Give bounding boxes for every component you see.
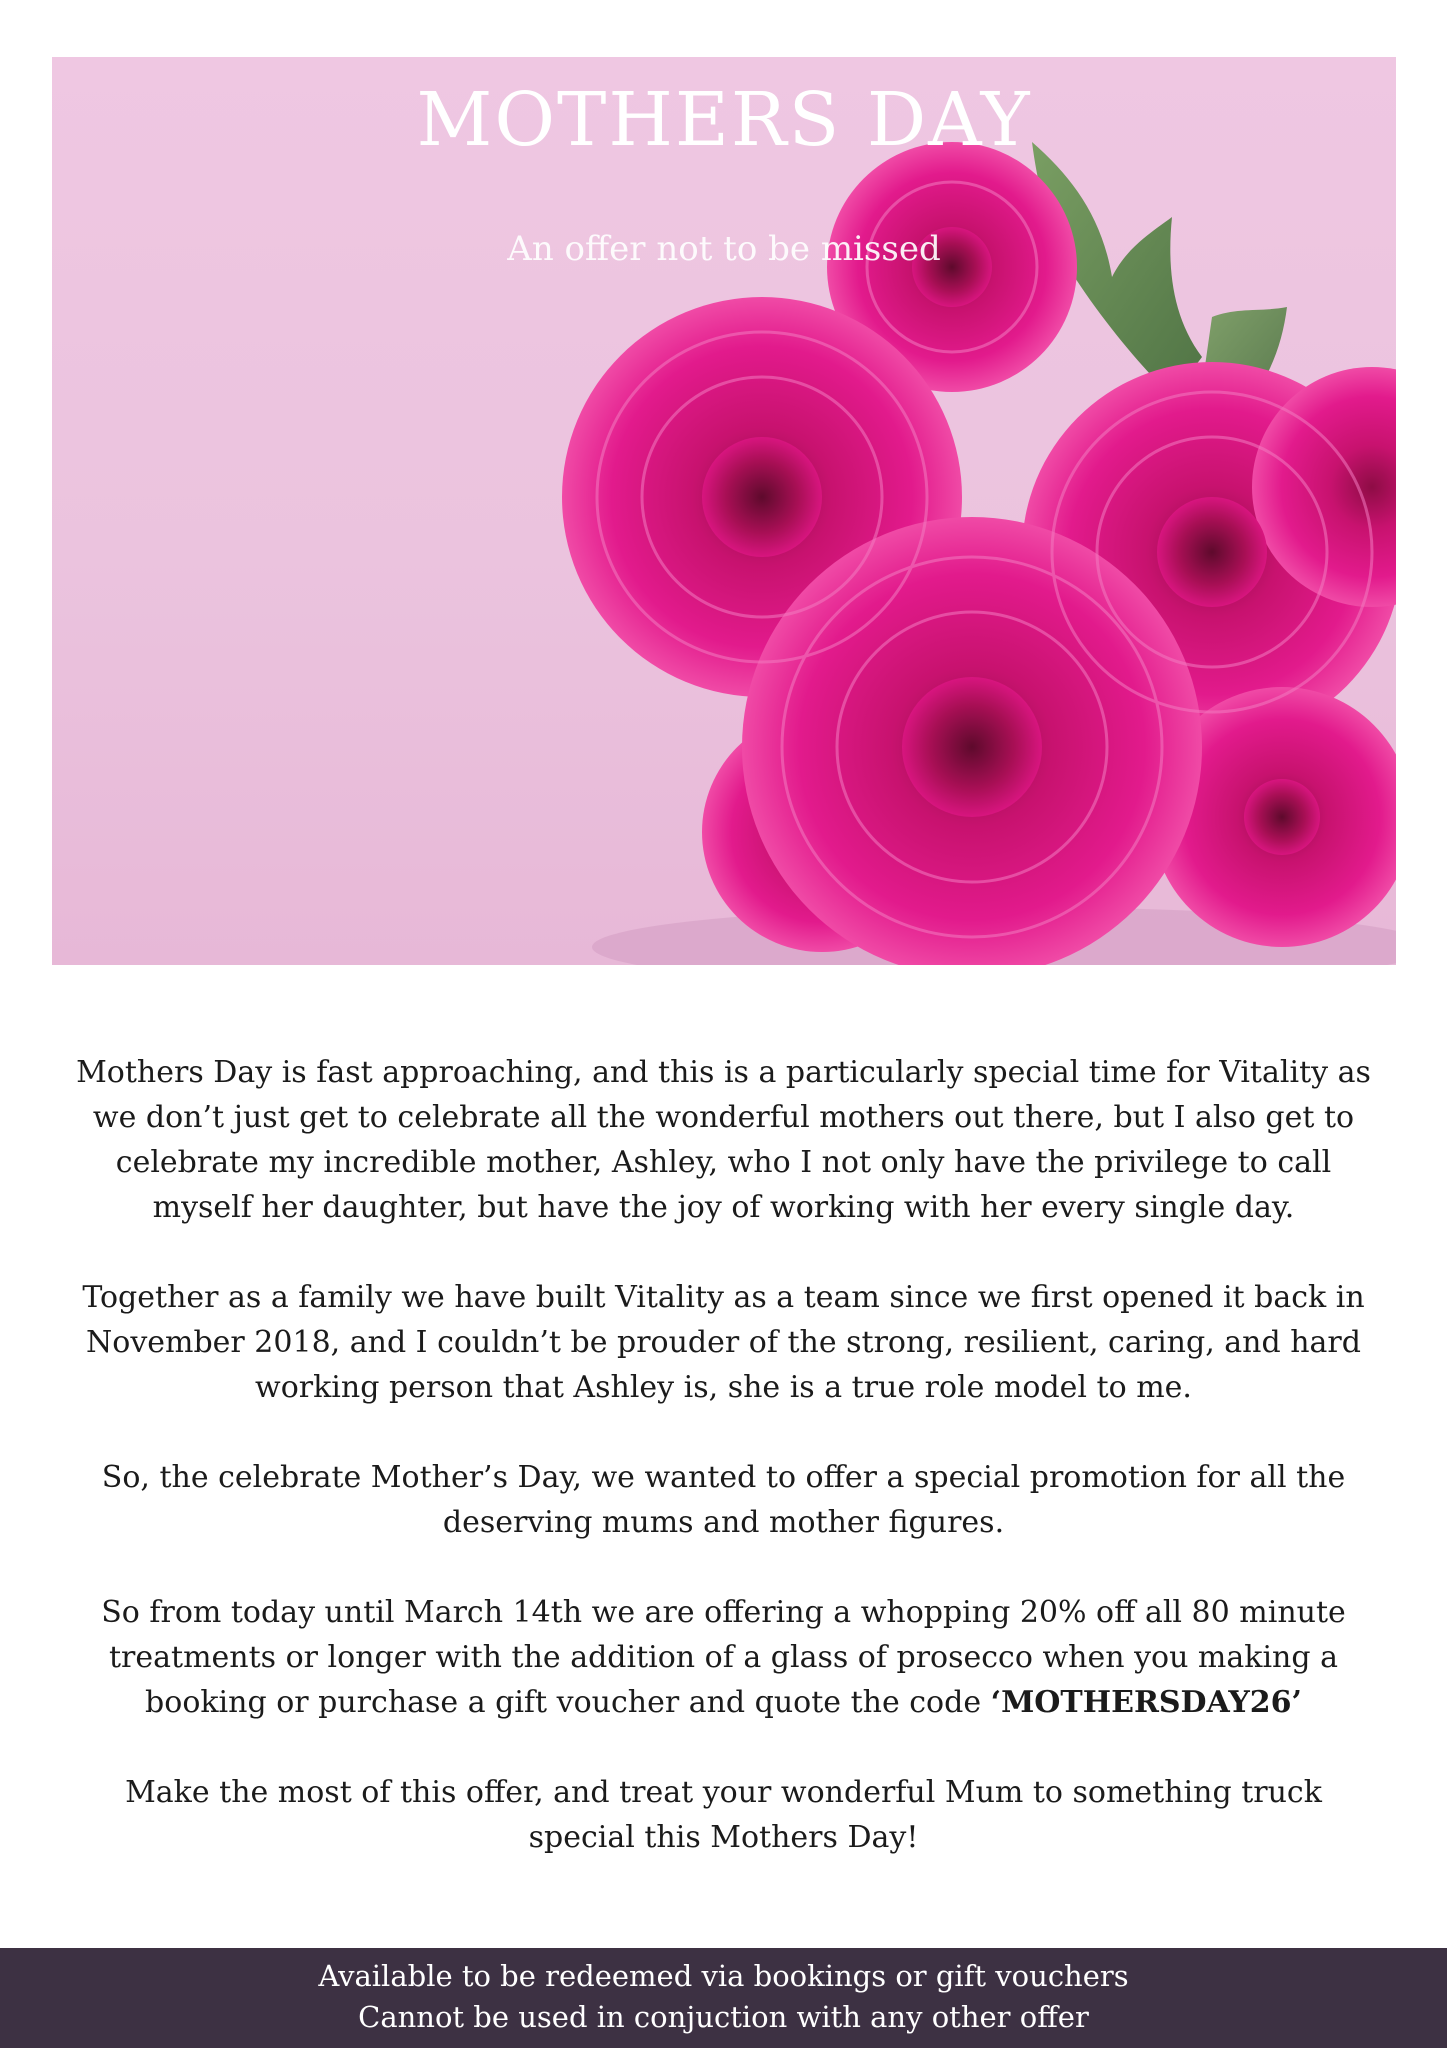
hero-banner — [52, 57, 1396, 965]
paragraph-offer — [70, 1590, 1377, 1725]
paragraph-promotion: So, the celebrate Mother’s Day, we wanted to offer a special promotion for all the deserving mums and mother figures. — [101, 1460, 1346, 1540]
hero-subtitle: An offer not to be missed — [507, 229, 941, 269]
footer-line-terms: Cannot be used in conjuction with any other offer — [358, 2000, 1089, 2034]
paragraph-intro: Mothers Day is fast approaching, and this is a particularly special time for Vitality as we don’t just get to celebrate all the wonderful mothers out there, but I also get to celebrate my incredible mother, Ashley, who I not only have the privilege to call myself her daughter, but have the joy of working with her every single day. — [76, 1055, 1371, 1225]
offer-text: So from today until March 14th we are offering a whopping 20% off all 80 minute treatments or longer with the addition of a glass of prosecco when you making a booking or purchase a gift voucher and quote the code — [101, 1595, 1346, 1720]
hero-title: MOTHERS DAY — [416, 77, 1032, 163]
promo-code: ‘MOTHERSDAY26’ — [990, 1685, 1302, 1720]
footer-banner — [0, 1948, 1447, 2048]
footer-line-redeem: Available to be redeemed via bookings or gift vouchers — [318, 1959, 1129, 1993]
paragraph-family: Together as a family we have built Vitality as a team since we first opened it back in November 2018, and I couldn’t be prouder of the strong, resilient, caring, and hard working person that Ashley is, she is a true role model to me. — [82, 1280, 1365, 1405]
letter-body — [70, 1050, 1377, 1905]
flower-bouquet-image — [52, 57, 1396, 965]
paragraph-closing: Make the most of this offer, and treat your wonderful Mum to something truck special this Mothers Day! — [125, 1775, 1322, 1855]
